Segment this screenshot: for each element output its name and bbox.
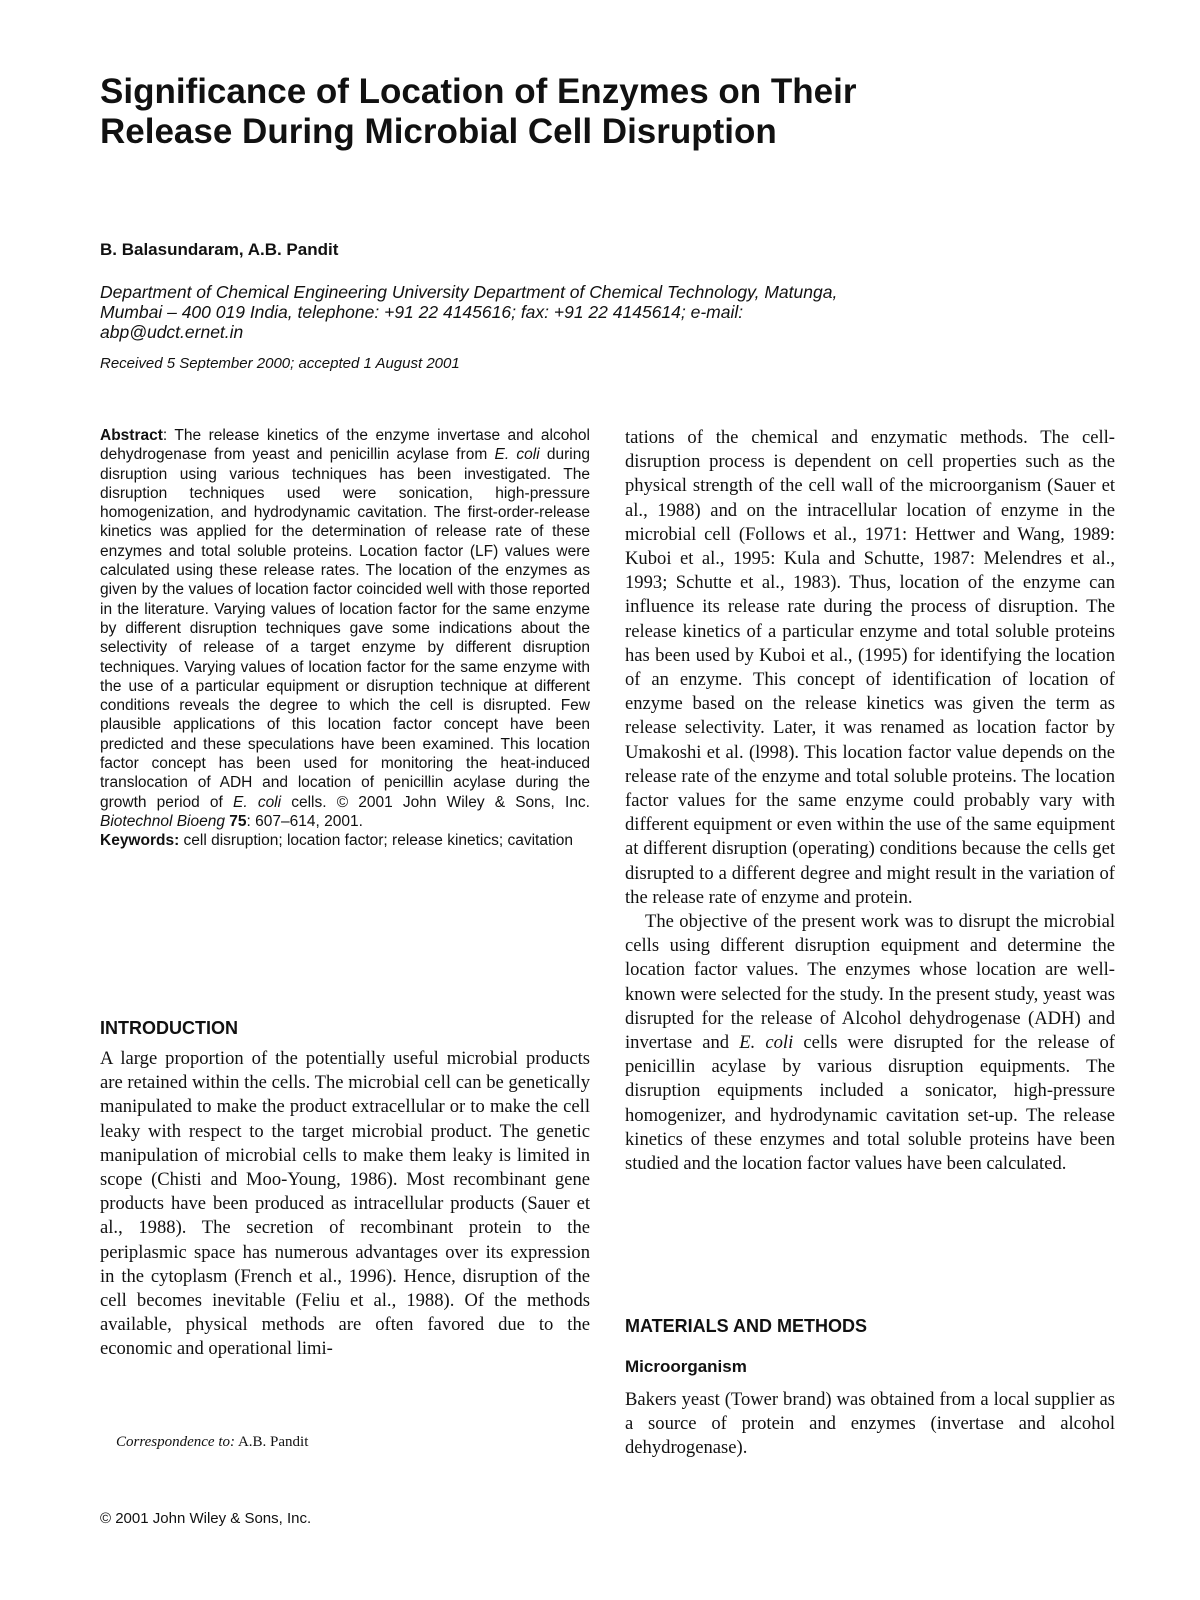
abstract-text-2: during disruption using various techniques has been investigated. The disruption techniques used were sonication, high-pressure homogenization, and hydrodynamic cavitation. The first-order-release kinetics was applied for the determination of release rate of these enzymes and total soluble proteins. Location factor (LF) values were calculated using these release rates. The location of the enzymes as given by the values of location factor coincided well with those reported in the literature. Varying values of location factor for the same enzyme by different disruption techniques gave some indications about the selectivity of release of a target enzyme by different disruption techniques. Varying values of location factor for the same enzyme with the use of a particular equipment or disruption technique at different conditions reveals the degree to which the cell is disrupted. Few plausible applications of this location factor concept have been predicted and these speculations have been examined. This location factor concept has been used for monitoring the heat-induced translocation of ADH and location of penicillin acylase during the growth period of [100,446,590,811]
abstract-italic-2: E. coli [233,793,282,811]
abstract-text-3: cells. © 2001 John Wiley & Sons, Inc. [281,793,590,811]
keywords-label: Keywords: [100,832,180,850]
author-list: B. Balasundaram, A.B. Pandit [100,240,339,259]
paper-title: Significance of Location of Enzymes on Their Release During Microbial Cell Disruption [100,72,857,151]
correspondence-footnote [116,1434,308,1451]
right-paragraph-2a: The objective of the present work was to disrupt the microbial cells using different disruption equipment and determine the location factor values. The enzymes whose location are well-known were selected for the study. In the present study, yeast was disrupted for the release of Alcohol dehydrogenase (ADH) and invertase and [625,911,1115,1054]
keywords [100,831,590,850]
journal-pages: : 607–614, 2001. [246,812,363,830]
left-column-abstract [100,426,590,851]
materials-methods-heading: MATERIALS AND METHODS [625,1316,867,1336]
journal-volume: 75 [224,812,247,830]
abstract-italic-1: E. coli [494,446,540,464]
correspondence-name: A.B. Pandit [235,1434,309,1450]
received-dates: Received 5 September 2000; accepted 1 August 2001 [100,355,460,372]
introduction-paragraph: A large proportion of the potentially useful microbial products are retained within the cells. The microbial cell can be genetically manipulated to make the product extracellular or to make the cell leaky with respect to the target microbial product. The genetic manipulation of microbial cells to make them leaky is limited in scope (Chisti and Moo-Young, 1986). Most recombinant gene products have been produced as intracellular products (Sauer et al., 1988). The secretion of recombinant protein to the periplasmic space has numerous advantages over its expression in the cytoplasm (French et al., 1996). Hence, disruption of the cell becomes inevitable (Feliu et al., 1988). Of the methods available, physical methods are often favored due to the economic and operational limi- [100,1048,590,1360]
right-column [625,426,1115,1176]
author-affiliation: Department of Chemical Engineering University Department of Chemical Technology, Matunga, Mumbai – 400 019 India, telephone: +91 22 4145616; fax: +91 22 4145614; e-mail: abp@udct.ernet.in [100,282,838,342]
microorganism-paragraph: Bakers yeast (Tower brand) was obtained from a local supplier as a source of protein and enzymes (invertase and alcohol dehydrogenase). [625,1389,1115,1459]
journal-name: Biotechnol Bioeng [100,812,225,830]
keywords-text: cell disruption; location factor; release kinetics; cavitation [179,832,573,850]
copyright-footer: © 2001 John Wiley & Sons, Inc. [100,1510,312,1527]
right-paragraph-1: tations of the chemical and enzymatic methods. The cell-disruption process is dependent on cell properties such as the physical strength of the cell wall of the microorganism (Sauer et al., 1988) and on the intracellular location of enzyme in the microbial cell (Follows et al., 1971: Hettwer and Wang, 1989: Kuboi et al., 1995: Kula and Schutte, 1987: Melendres et al., 1993; Schutte et al., 1983). Thus, location of the enzyme can influence its release rate during the process of disruption. The release kinetics of a particular enzyme and total soluble proteins has been used by Kuboi et al., (1995) for identifying the location of an enzyme. This concept of identification of location of enzyme based on the release kinetics was given the term as release selectivity. Later, it was renamed as location factor by Umakoshi et al. (l998). This location factor value depends on the release rate of the enzyme and total soluble proteins. The location factor values for the same enzyme could probably vary with different equipment or even within the use of the same equipment at different disruption (operating) conditions because the cells get disrupted to a different degree and might result in the variation of the release rate of enzyme and protein. [625,427,1115,908]
abstract-text-1: : The release kinetics of the enzyme invertase and alcohol dehydrogenase from yeast and penicillin acylase from [100,427,590,464]
introduction-heading: INTRODUCTION [100,1018,238,1038]
right-paragraph-2-italic: E. coli [739,1032,794,1054]
microorganism-subheading: Microorganism [625,1357,747,1376]
abstract-label: Abstract [100,427,163,444]
abstract [100,426,590,831]
correspondence-label: Correspondence to: [116,1434,236,1450]
right-paragraph-2 [625,910,1115,1176]
microorganism-body [625,1388,1115,1461]
right-paragraph-2b: cells were disrupted for the release of penicillin acylase by various disruption equipments. The disruption equipments included a sonicator, high-pressure homogenizer, and hydrodynamic cavitation set-up. The release kinetics of these enzymes and total soluble proteins have been studied and the location factor values have been calculated. [625,1032,1115,1175]
introduction-body [100,1047,590,1362]
